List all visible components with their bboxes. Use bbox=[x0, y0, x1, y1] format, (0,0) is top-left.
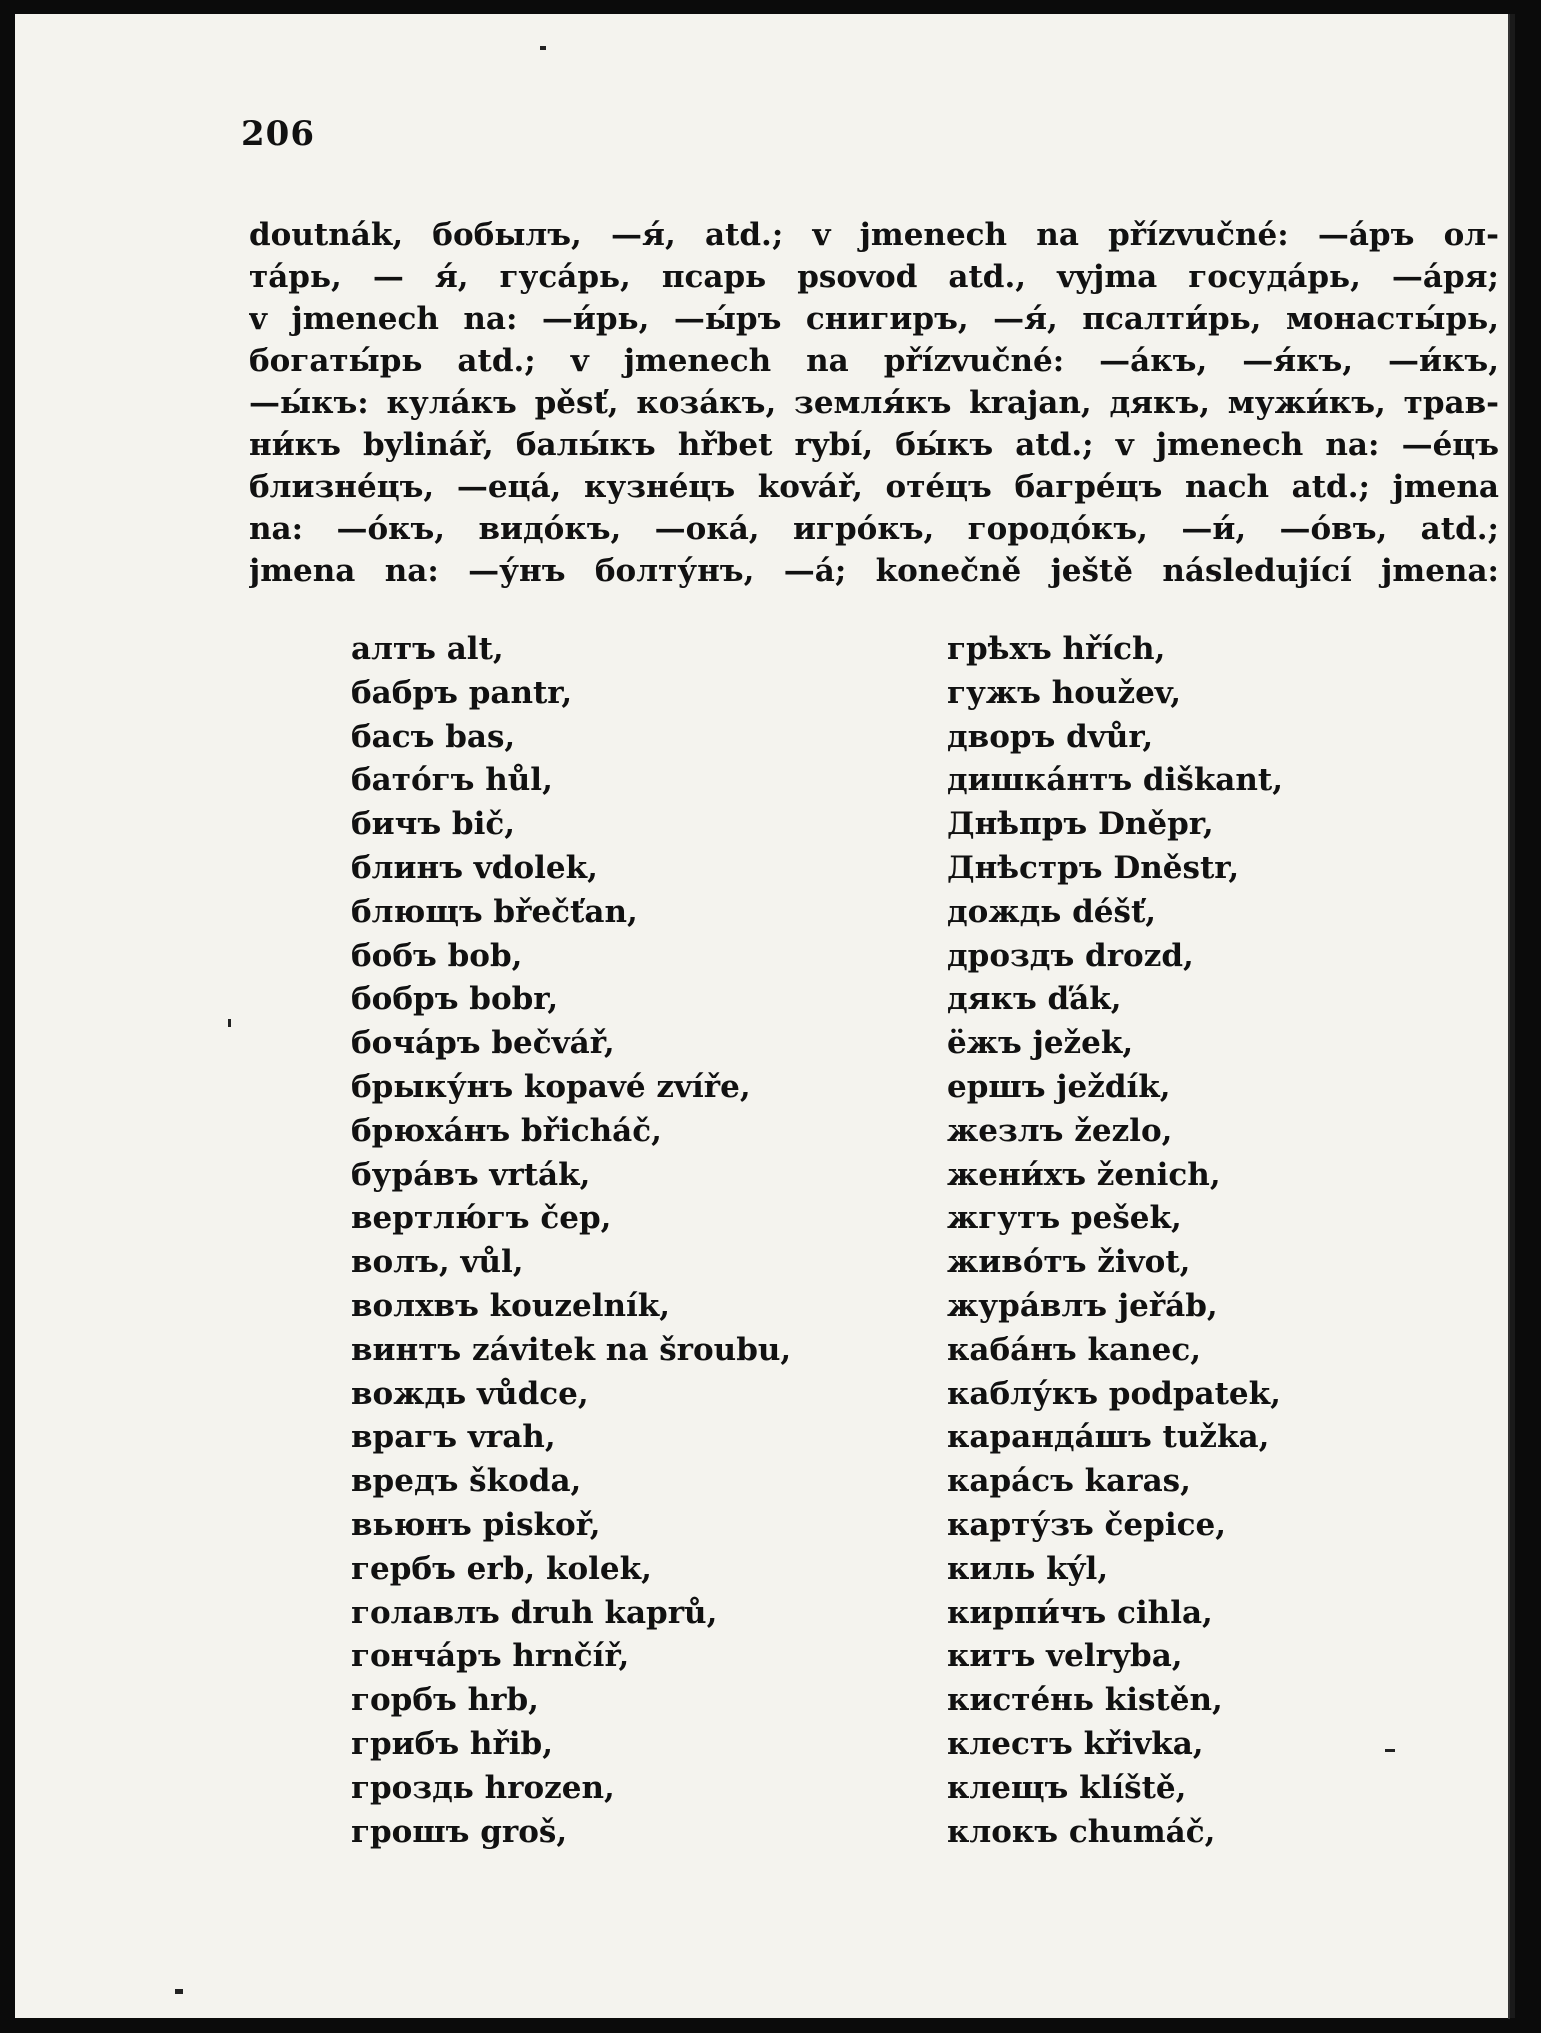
word-entry: брыку́нъ kopavé zvíře, bbox=[351, 1068, 751, 1105]
word-entry: вредъ škoda, bbox=[351, 1463, 582, 1500]
word-entry: алтъ alt, bbox=[351, 631, 504, 667]
word-entry: карту́зъ čepice, bbox=[947, 1506, 1226, 1543]
paragraph-line: близне́цъ, —еца́, кузне́цъ kovář, оте́цъ багре́цъ nach atd.; jmena bbox=[249, 469, 1499, 505]
word-entry: бобръ bobr, bbox=[351, 981, 559, 1018]
word-entry: дроздъ drozd, bbox=[947, 937, 1194, 974]
word-list-left-column bbox=[351, 628, 911, 1854]
word-entry: кирпи́чъ cihla, bbox=[947, 1594, 1213, 1631]
word-entry: бабръ pantr, bbox=[351, 674, 573, 711]
word-entry: клещъ klíště, bbox=[947, 1769, 1187, 1806]
word-entry: Днѣстръ Dněstr, bbox=[947, 849, 1240, 886]
word-entry: бичъ bič, bbox=[351, 806, 516, 843]
intro-paragraph bbox=[249, 214, 1499, 592]
scan-speck bbox=[540, 46, 546, 50]
word-entry: дворъ dvůr, bbox=[947, 718, 1154, 755]
word-entry: гербъ erb, kolek, bbox=[351, 1550, 652, 1587]
word-entry: гроздь hrozen, bbox=[351, 1769, 615, 1806]
word-entry: вертлю́гъ čep, bbox=[351, 1200, 612, 1237]
word-entry: живо́тъ život, bbox=[947, 1244, 1191, 1281]
paragraph-line: jmena na: —у́нъ болту́нъ, —а́; konečně ještě následující jmena: bbox=[249, 553, 1499, 589]
word-entry: клестъ křivka, bbox=[947, 1725, 1204, 1762]
word-entry: врагъ vrah, bbox=[351, 1419, 556, 1456]
word-entry: грошъ groš, bbox=[351, 1813, 568, 1850]
word-entry: винтъ závitek na šroubu, bbox=[351, 1331, 792, 1368]
word-entry: вьюнъ piskoř, bbox=[351, 1506, 601, 1543]
word-entry: жени́хъ ženich, bbox=[947, 1156, 1221, 1193]
scan-speck bbox=[228, 1019, 231, 1027]
word-entry: бато́гъ hůl, bbox=[351, 762, 553, 799]
word-entry: китъ velryba, bbox=[947, 1638, 1183, 1675]
word-entry: кисте́нь kistěn, bbox=[947, 1682, 1223, 1719]
paragraph-line: та́рь, — я́, гуса́рь, псарь psovod atd., vyjma госуда́рь, —а́ря; bbox=[249, 259, 1499, 295]
word-entry: волхвъ kouzelník, bbox=[351, 1287, 671, 1324]
word-entry: блющъ břečťan, bbox=[351, 893, 638, 930]
word-entry: клокъ chumáč, bbox=[947, 1813, 1216, 1850]
word-entry: грибъ hřib, bbox=[351, 1725, 554, 1762]
word-entry: дякъ ďák, bbox=[947, 981, 1122, 1018]
word-entry: каранда́шъ tužka, bbox=[947, 1419, 1270, 1456]
word-entry: боча́ръ bečvář, bbox=[351, 1025, 615, 1062]
word-entry: ёжъ ježek, bbox=[947, 1025, 1134, 1062]
word-entry: голавлъ druh kaprů, bbox=[351, 1594, 718, 1631]
word-entry: кара́съ karas, bbox=[947, 1463, 1191, 1500]
page-number: 206 bbox=[241, 114, 315, 154]
word-entry: бура́въ vrták, bbox=[351, 1156, 591, 1193]
word-entry: жура́влъ jeřáb, bbox=[947, 1287, 1218, 1324]
paragraph-line: na: —о́къ, видо́къ, —ока́, игро́къ, городо́къ, —и́, —о́въ, atd.; bbox=[249, 511, 1499, 547]
word-entry: бобъ bob, bbox=[351, 937, 523, 974]
word-entry: волъ, vůl, bbox=[351, 1244, 524, 1281]
paragraph-line: doutnák, бобылъ, —я́, atd.; v jmenech na přízvučné: —а́ръ ол- bbox=[249, 217, 1499, 253]
word-entry: Днѣпръ Dněpr, bbox=[947, 806, 1214, 843]
word-entry: гонча́ръ hrnčíř, bbox=[351, 1638, 630, 1675]
word-entry: ершъ ježdík, bbox=[947, 1068, 1171, 1105]
word-entry: киль kýl, bbox=[947, 1550, 1109, 1587]
word-entry: грѣхъ hřích, bbox=[947, 631, 1166, 667]
word-entry: дишка́нтъ diškant, bbox=[947, 762, 1284, 799]
word-entry: жгутъ pešek, bbox=[947, 1200, 1182, 1237]
paragraph-line: —ы́къ: кула́къ pěsť, коза́къ, земля́къ krajan, дякъ, мужи́къ, трав- bbox=[249, 385, 1499, 421]
paragraph-line: ни́къ bylinář, балы́къ hřbet rybí, бы́къ atd.; v jmenech na: —е́цъ bbox=[249, 427, 1499, 463]
word-entry: каблу́къ podpatek, bbox=[947, 1375, 1281, 1412]
word-entry: каба́нъ kanec, bbox=[947, 1331, 1201, 1368]
word-entry: блинъ vdolek, bbox=[351, 849, 598, 886]
word-list-right-column bbox=[947, 628, 1507, 1854]
word-entry: дождь déšť, bbox=[947, 893, 1157, 930]
scan-speck bbox=[1385, 1749, 1395, 1752]
word-entry: брюха́нъ břicháč, bbox=[351, 1112, 662, 1149]
word-entry: вождь vůdce, bbox=[351, 1375, 589, 1412]
word-entry: басъ bas, bbox=[351, 718, 516, 755]
paragraph-line: v jmenech na: —и́рь, —ы́ръ снигиръ, —я́, псалти́рь, монасты́рь, bbox=[249, 301, 1499, 337]
book-page bbox=[15, 14, 1515, 2018]
word-entry: горбъ hrb, bbox=[351, 1682, 539, 1719]
word-entry: жезлъ žezlo, bbox=[947, 1112, 1173, 1149]
paragraph-line: богаты́рь atd.; v jmenech na přízvučné: —а́къ, —я́къ, —и́къ, bbox=[249, 343, 1499, 379]
word-entry: гужъ houžev, bbox=[947, 674, 1182, 711]
page-edge bbox=[1508, 14, 1510, 2019]
scan-speck bbox=[175, 1989, 183, 1994]
